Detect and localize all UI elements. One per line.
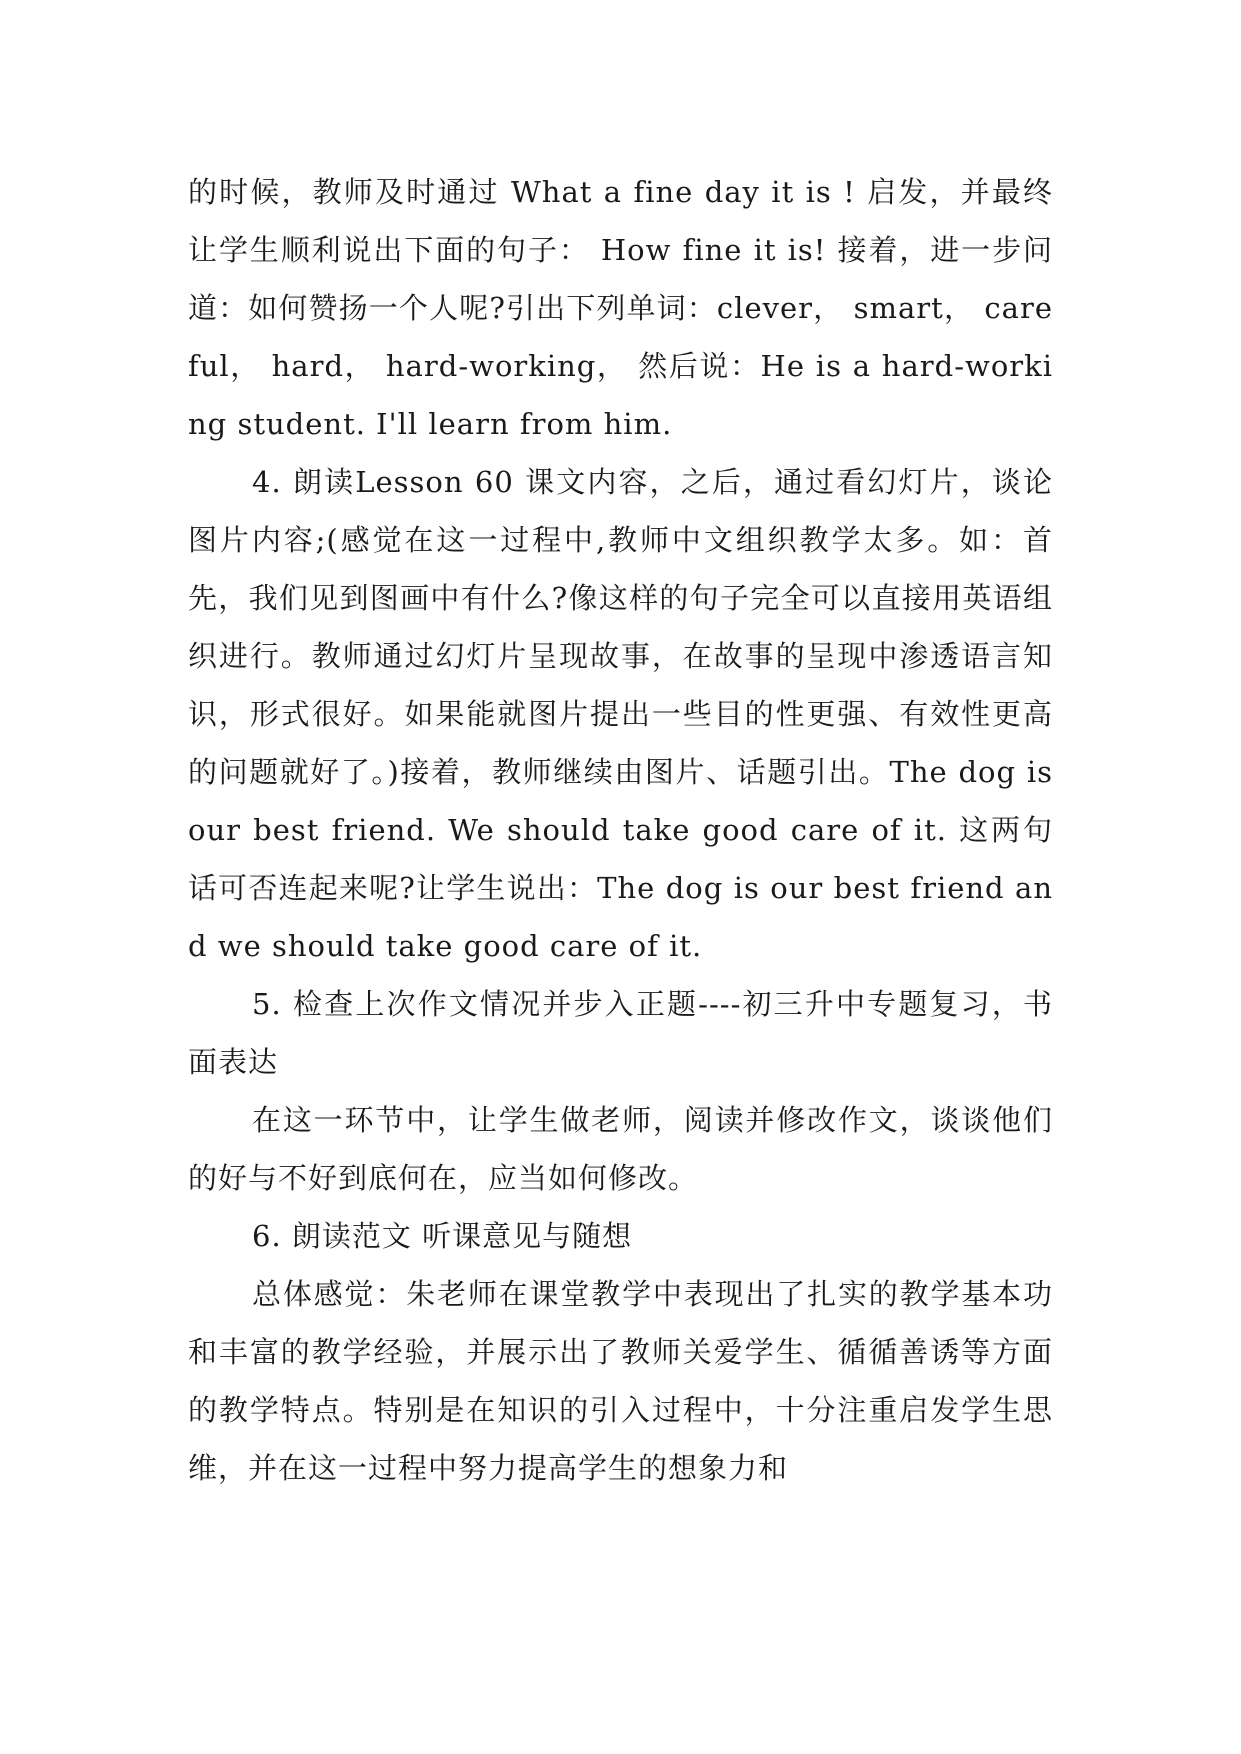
paragraph-step-5-detail: 在这一环节中，让学生做老师，阅读并修改作文，谈谈他们的好与不好到底何在，应当如何修改。 — [188, 1103, 1053, 1195]
document-body — [188, 163, 1053, 1497]
paragraph-overall-feeling: 总体感觉：朱老师在课堂教学中表现出了扎实的教学基本功和丰富的教学经验，并展示出了教师关爱学生、循循善诱等方面的教学特点。特别是在知识的引入过程中，十分注重启发学生思维，并在这一过程中努力提高学生的想象力和 — [188, 1277, 1053, 1485]
paragraph-intro-continuation: 的时候，教师及时通过 What a fine day it is ! 启发，并最终让学生顺利说出下面的句子： How fine it is! 接着，进一步问道：如何赞扬一个人呢?引出下列单词：clever， smart， careful， hard， hard-working， 然后说：He is a hard-working student. I'll learn from him. — [188, 175, 1053, 441]
paragraph-step-5: 5. 检查上次作文情况并步入正题----初三升中专题复习，书面表达 — [188, 987, 1053, 1079]
paragraph-step-4: 4. 朗读Lesson 60 课文内容，之后，通过看幻灯片，谈论图片内容;(感觉在这一过程中,教师中文组织教学太多。如：首先，我们见到图画中有什么?像这样的句子完全可以直接用英语组织进行。教师通过幻灯片呈现故事，在故事的呈现中渗透语言知识，形式很好。如果能就图片提出一些目的性更强、有效性更高的问题就好了。)接着，教师继续由图片、话题引出。The dog is our best friend. We should take good care of it. 这两句话可否连起来呢?让学生说出：The dog is our best friend and we should take good care of it. — [188, 465, 1053, 963]
paragraph-step-6: 6. 朗读范文 听课意见与随想 — [252, 1219, 633, 1253]
